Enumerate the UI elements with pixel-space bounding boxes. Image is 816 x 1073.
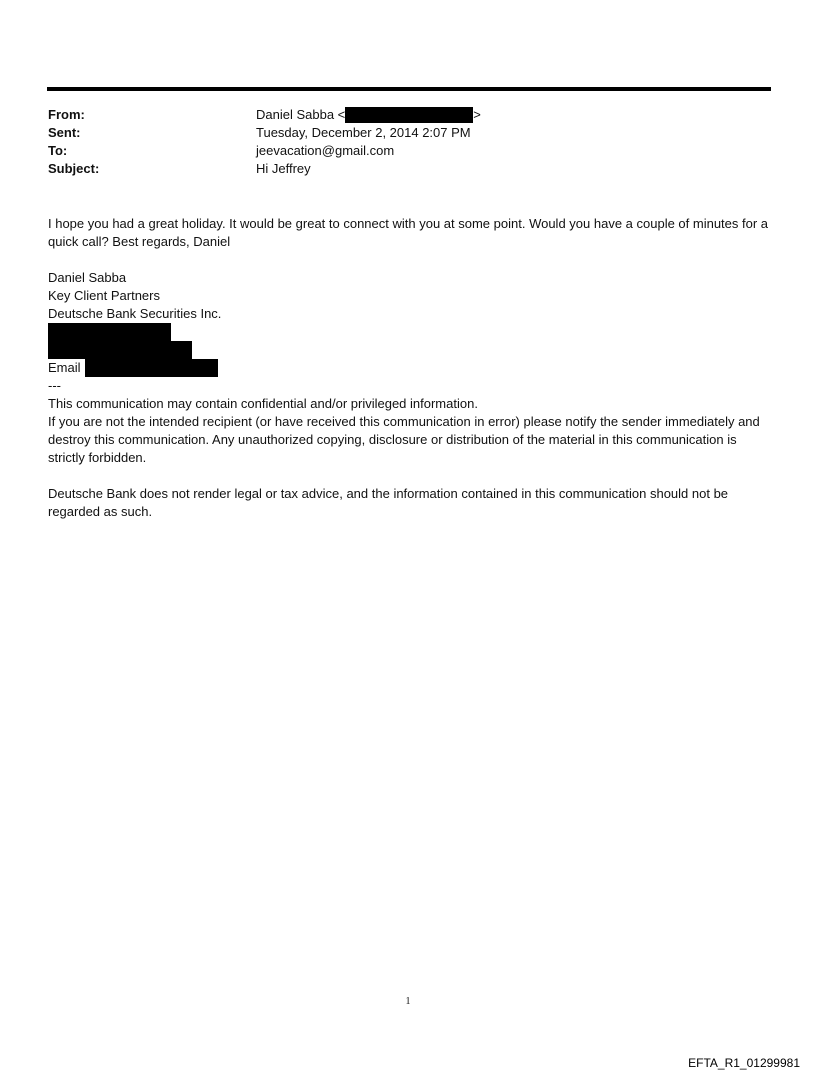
sent-label: Sent: xyxy=(48,125,81,140)
disclaimer-confidential: This communication may contain confidential and/or privileged information. xyxy=(48,396,478,411)
sent-value: Tuesday, December 2, 2014 2:07 PM xyxy=(256,125,471,140)
redacted-line-2 xyxy=(48,341,776,359)
redacted-email xyxy=(85,359,218,377)
email-label: Email xyxy=(48,360,81,375)
email-line xyxy=(48,359,776,377)
message-text: I hope you had a great holiday. It would be great to connect with you at some point. Would you have a couple of minutes for a quick call? Best regards, Daniel xyxy=(48,216,769,249)
from-label: From: xyxy=(48,107,85,122)
redacted-from-email xyxy=(345,107,473,123)
from-value xyxy=(256,106,748,124)
to-label: To: xyxy=(48,143,68,158)
document-id: EFTA_R1_01299981 xyxy=(688,1056,800,1070)
from-close: > xyxy=(473,107,481,122)
redacted-line-1 xyxy=(48,323,776,341)
email-header xyxy=(48,106,748,178)
page-number: 1 xyxy=(405,996,411,1007)
separator: --- xyxy=(48,378,61,393)
to-value: jeevacation@gmail.com xyxy=(256,143,395,158)
header-rule xyxy=(47,87,771,91)
from-row xyxy=(48,106,748,124)
subject-value: Hi Jeffrey xyxy=(256,161,311,176)
to-row xyxy=(48,142,748,160)
sent-row xyxy=(48,124,748,142)
disclaimer-tax: Deutsche Bank does not render legal or tax advice, and the information contained in this communication should not be regarded as such. xyxy=(48,486,729,519)
signature-company: Deutsche Bank Securities Inc. xyxy=(48,306,222,321)
redaction-bar xyxy=(48,323,171,341)
email-body xyxy=(48,215,776,521)
signature-name: Daniel Sabba xyxy=(48,270,127,285)
signature-title: Key Client Partners xyxy=(48,288,160,303)
disclaimer-recipient: If you are not the intended recipient (or have received this communication in error) please notify the sender immediately and destroy this communication. Any unauthorized copying, disclosure or distribution of the material in this communication is strictly forbidden. xyxy=(48,414,760,465)
from-name: Daniel Sabba < xyxy=(256,107,346,122)
redaction-bar xyxy=(48,341,192,359)
subject-label: Subject: xyxy=(48,161,100,176)
subject-row xyxy=(48,160,748,178)
